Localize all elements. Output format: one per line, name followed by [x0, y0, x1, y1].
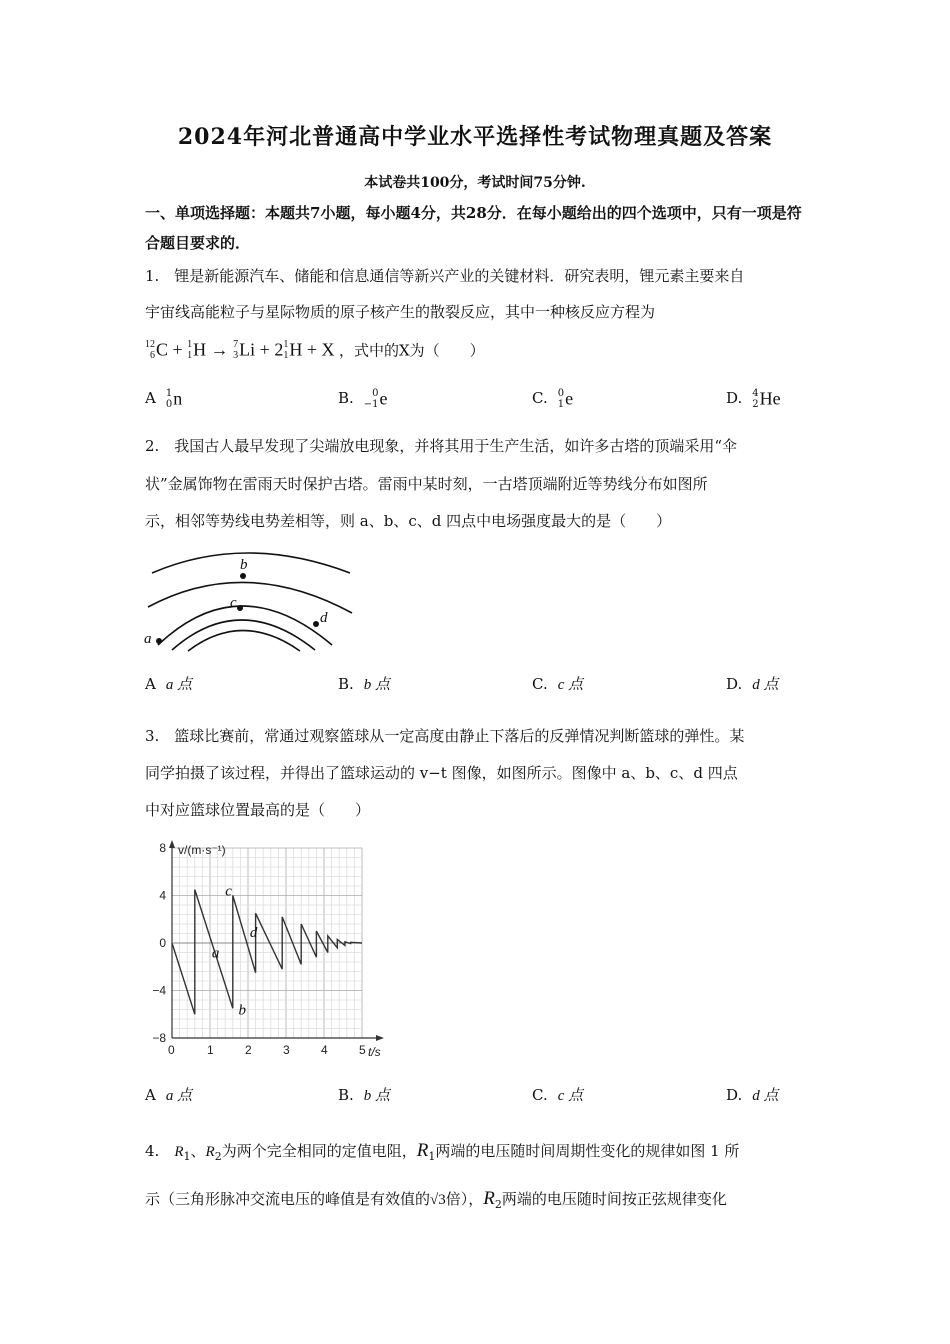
q3-line2: 同学拍摄了该过程，并得出了篮球运动的 v−t 图像，如图所示。图像中 a、b、c、d 四点 [145, 764, 738, 782]
q1-option-c[interactable]: C. 0 1e [532, 388, 574, 410]
q1-option-a[interactable]: A 1 0n [145, 388, 183, 410]
q1-line1: 1. 锂是新能源汽车、储能和信息通信等新兴产业的关键材料．研究表明，锂元素主要来自 [145, 267, 745, 285]
x-tick-label: 3 [283, 1043, 290, 1057]
label-a: a [144, 631, 152, 647]
q2-line3: 示，相邻等势线电势差相等，则 a、b、c、d 四点中电场强度最大的是（ ） [145, 512, 672, 530]
label-c: c [230, 595, 237, 611]
y-tick-label: 0 [159, 936, 166, 950]
equipotential-line-1 [152, 553, 350, 573]
q3-option-d[interactable]: D. d 点 [726, 1086, 779, 1104]
q4-line2: 示（三角形脉冲交流电压的峰值是有效值的√3倍），$R_2$两端的电压随时间按正弦规律变化 [145, 1188, 727, 1211]
point-a [156, 638, 162, 644]
q1-option-b[interactable]: B. 0 −1e [338, 388, 388, 410]
point-label-a: a [211, 945, 220, 962]
x-tick-label: 4 [321, 1043, 328, 1057]
equipotential-line-2 [148, 582, 352, 613]
q3-line1: 3. 篮球比赛前，常通过观察篮球从一定高度由静止下落后的反弹情况判断篮球的弹性。某 [145, 727, 745, 745]
point-b [240, 573, 246, 579]
y-tick-label: 4 [159, 888, 166, 903]
equipotential-diagram [140, 545, 360, 660]
q1-option-d[interactable]: D. 4 2He [726, 388, 781, 410]
x-tick-label: 5 [359, 1043, 366, 1057]
point-label-b: b [238, 1002, 246, 1019]
x-axis-label: t/s [368, 1045, 381, 1059]
y-tick-label: 8 [159, 841, 166, 855]
q2-line1: 2. 我国古人最早发现了尖端放电现象，并将其用于生产生活，如许多古塔的顶端采用“伞 [145, 437, 737, 455]
q3-option-c[interactable]: C. c 点 [532, 1086, 584, 1104]
q3-option-a[interactable]: A a 点 [145, 1086, 193, 1104]
q3-line3: 中对应篮球位置最高的是（ ） [145, 801, 371, 819]
x-tick-label: 1 [207, 1043, 214, 1057]
q2-option-d[interactable]: D. d 点 [726, 675, 779, 693]
page-title: 2024年河北普通高中学业水平选择性考试物理真题及答案 [177, 124, 773, 150]
q2-option-a[interactable]: A a 点 [145, 675, 193, 693]
vt-graph [140, 840, 400, 1065]
q2-option-b[interactable]: B. b 点 [338, 675, 391, 693]
series-line-v [172, 890, 362, 1015]
y-tick-label: −4 [152, 983, 166, 998]
label-b: b [240, 557, 248, 573]
point-c [237, 605, 243, 611]
y-axis-label: v/(m·s⁻¹) [178, 843, 226, 857]
q2-line2: 状”金属饰物在雷雨天时保护古塔。雷雨中某时刻，一古塔顶端附近等势线分布如图所 [145, 475, 708, 493]
section-heading: 一、单项选择题：本题共7小题，每小题4分，共28分．在每小题给出的四个选项中，只有一项是符合题目要求的． [145, 204, 802, 252]
equipotential-line-3 [158, 606, 332, 645]
equipotential-line-4 [172, 620, 315, 650]
c-nuclide-index: 12 6 [145, 338, 155, 362]
nuclear-equation: 12 6C + 1 1H → 7 3Li + 21 1H + X ，式中的X为（ ） [145, 338, 485, 362]
y-tick-label: −8 [152, 1031, 166, 1045]
point-label-d: d [249, 925, 258, 942]
equipotential-line-5 [188, 631, 300, 652]
x-tick-label: 2 [245, 1043, 252, 1057]
q2-option-c[interactable]: C. c 点 [532, 675, 584, 693]
point-d [313, 621, 319, 627]
point-label-c: c [225, 883, 232, 900]
q3-option-b[interactable]: B. b 点 [338, 1086, 391, 1104]
y-axis-arrow [169, 840, 175, 848]
x-tick-label: 0 [168, 1043, 175, 1057]
exam-info: 本试卷共100分，考试时间75分钟. [364, 175, 586, 191]
q1-line2: 宇宙线高能粒子与星际物质的原子核产生的散裂反应，其中一种核反应方程为 [145, 303, 656, 321]
q4-line1: 4. $R_1$、$R_2$为两个完全相同的定值电阻，$R_1$两端的电压随时间周期性变化的规律如图 1 所 [145, 1140, 740, 1163]
label-d: d [320, 610, 328, 626]
x-axis-arrow [376, 1035, 384, 1041]
